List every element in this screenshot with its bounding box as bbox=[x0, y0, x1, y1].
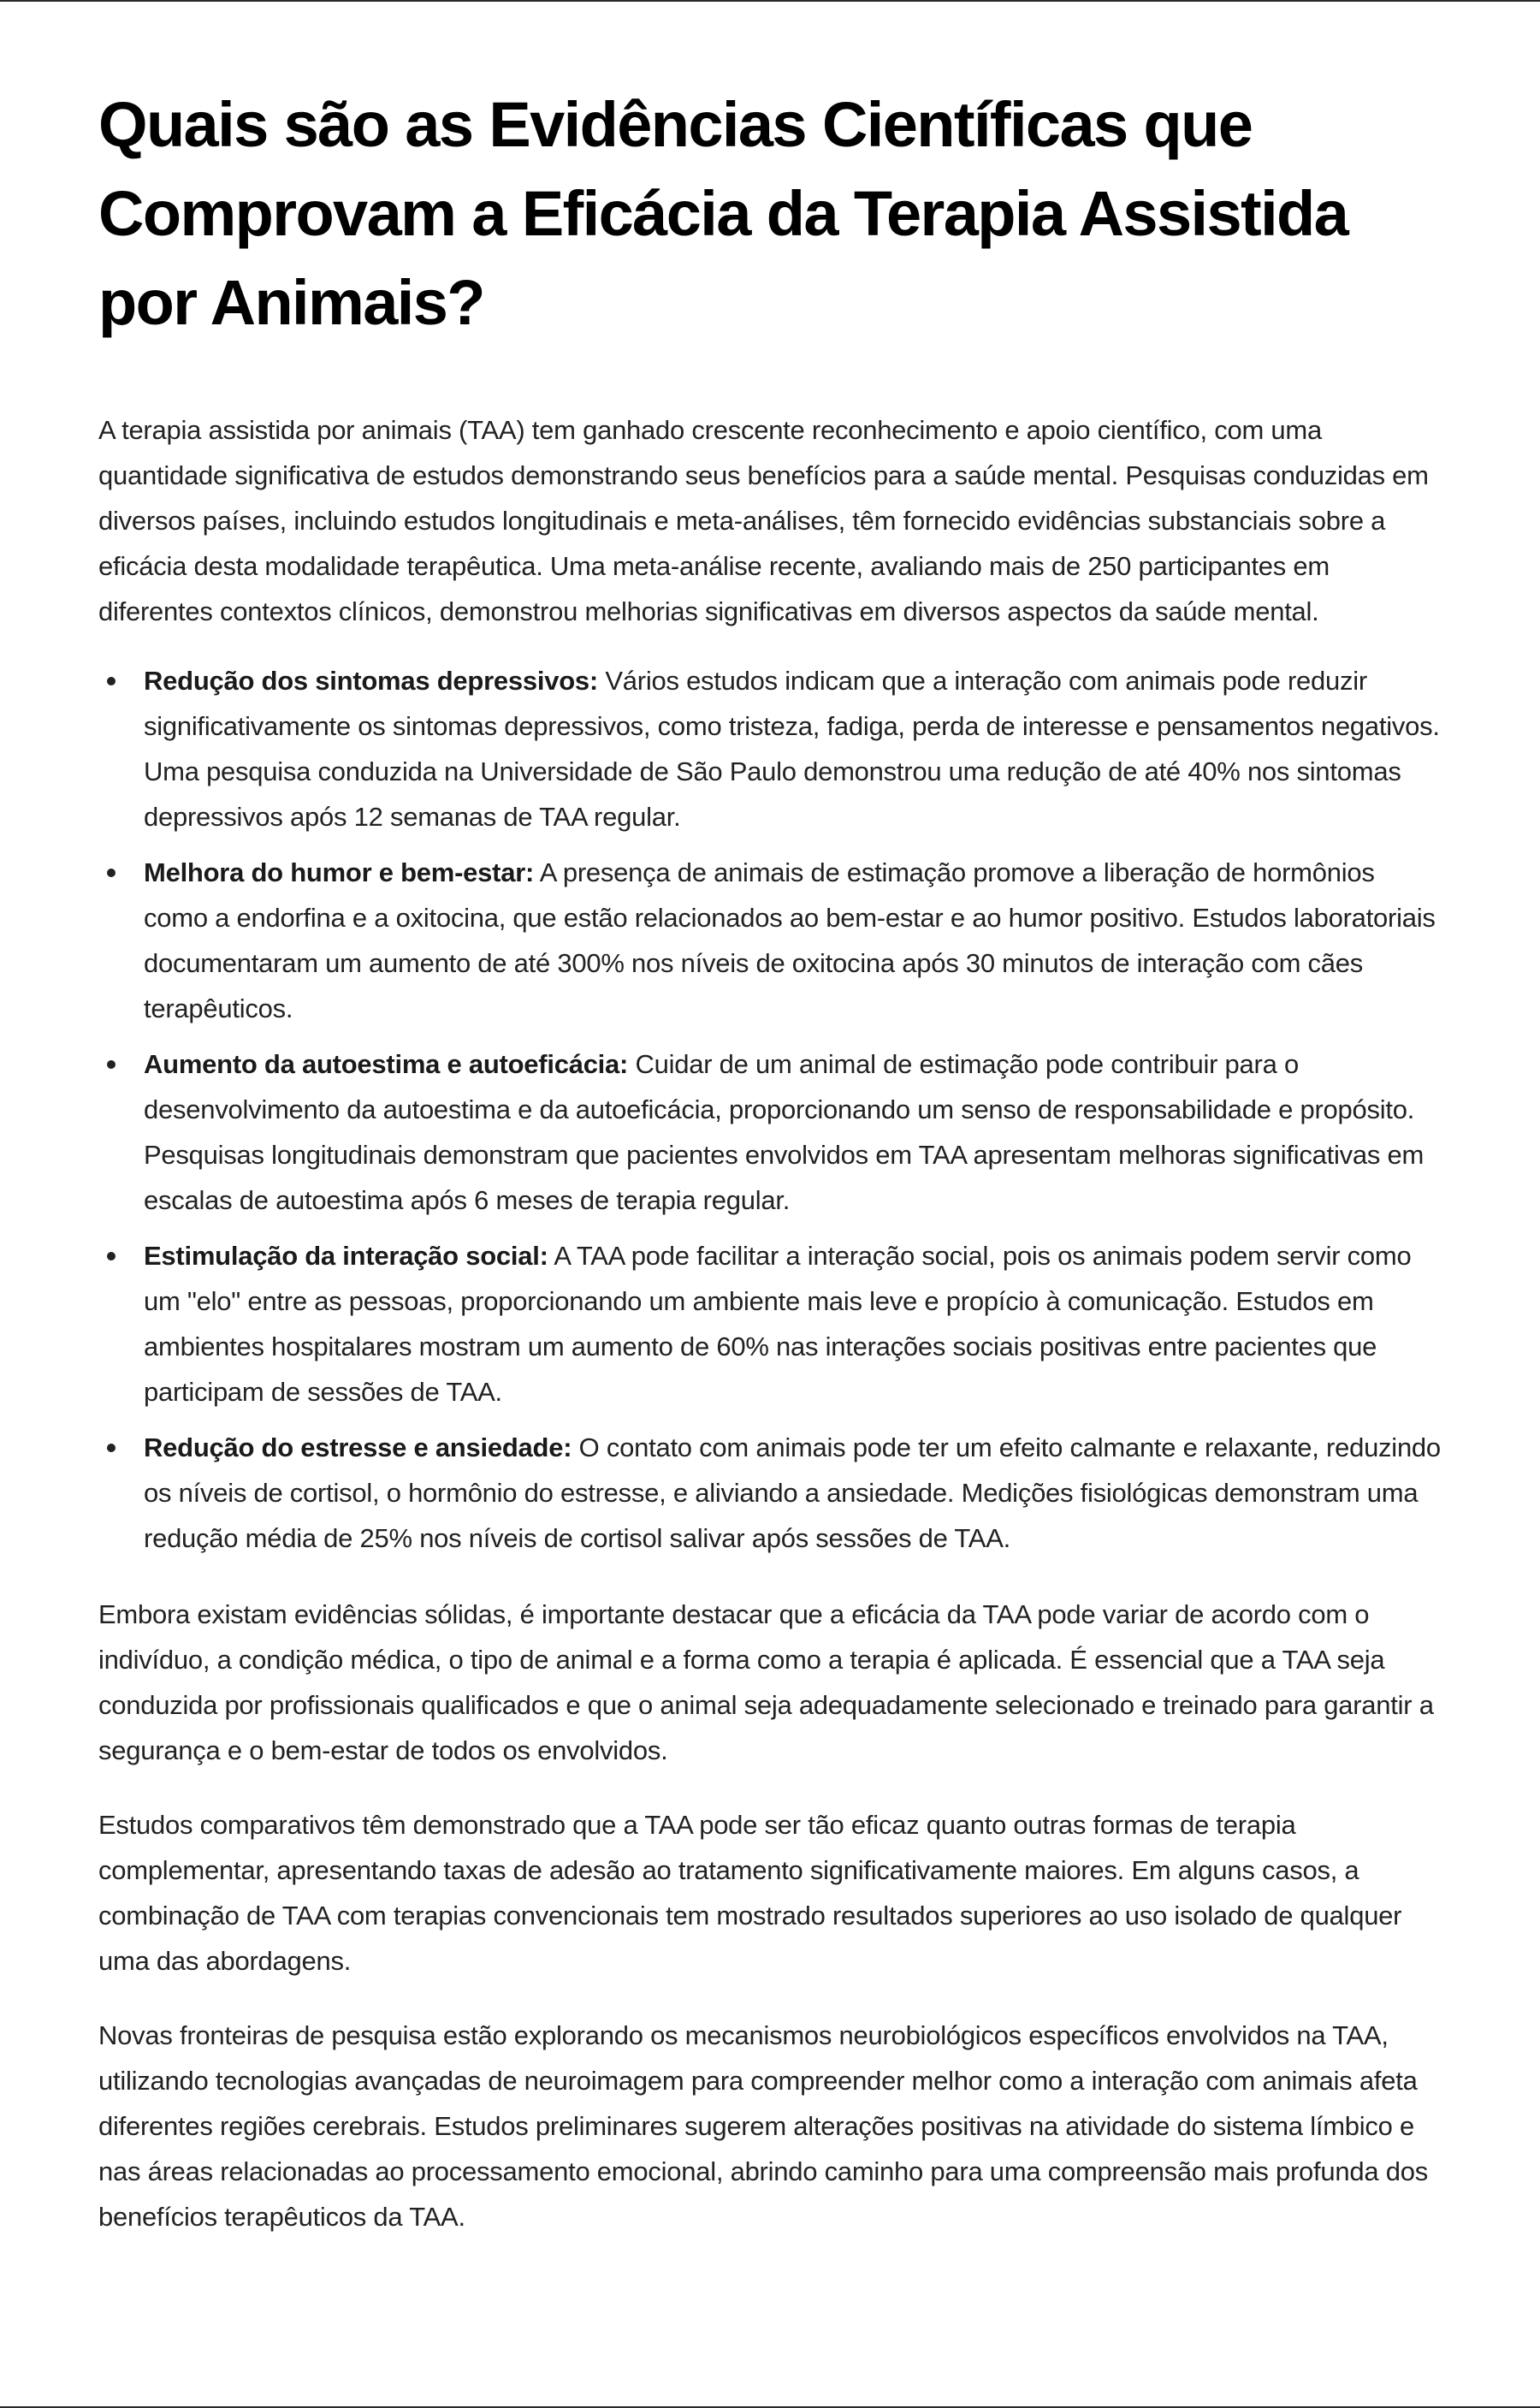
research-frontiers-paragraph: Novas fronteiras de pesquisa estão explorando os mecanismos neurobiológicos específicos envolvidos na TAA, utilizando tecnologias avançadas de neuroimagem para compreender melhor como a interação com animais afeta diferentes regiões cerebrais. Estudos preliminares sugerem alterações positivas na atividade do sistema límbico e nas áreas relacionadas ao processamento emocional, abrindo caminho para uma compreensão mais profunda dos benefícios terapêuticos da TAA. bbox=[98, 2020, 1428, 2232]
benefit-item-mood bbox=[98, 850, 1442, 1031]
article-title: Quais são as Evidências Científicas que Comprovam a Eficácia da Terapia Assistida por Animais? bbox=[98, 89, 1348, 338]
benefit-label: Melhora do humor e bem-estar: bbox=[144, 857, 535, 887]
article bbox=[98, 80, 1442, 2239]
benefit-label: Redução dos sintomas depressivos: bbox=[144, 666, 598, 696]
bullet-icon bbox=[107, 1444, 116, 1452]
benefit-item-social bbox=[98, 1233, 1442, 1415]
benefit-item-depression bbox=[98, 658, 1442, 839]
benefit-label: Aumento da autoestima e autoeficácia: bbox=[144, 1049, 629, 1079]
benefit-text: O contato com animais pode ter um efeito calmante e relaxante, reduzindo os níveis de cortisol, o hormônio do estresse, e aliviando a ansiedade. Medições fisiológicas demonstram uma redução média de 25% nos níveis de cortisol salivar após sessões de TAA. bbox=[144, 1432, 1441, 1553]
caveat-paragraph: Embora existam evidências sólidas, é importante destacar que a eficácia da TAA pode variar de acordo com o indivíduo, a condição médica, o tipo de animal e a forma como a terapia é aplicada. É essencial que a TAA seja conduzida por profissionais qualificados e que o animal seja adequadamente selecionado e treinado para garantir a segurança e o bem-estar de todos os envolvidos. bbox=[98, 1599, 1434, 1765]
bullet-icon bbox=[107, 677, 116, 685]
benefit-text: Cuidar de um animal de estimação pode contribuir para o desenvolvimento da autoestima e da autoeficácia, proporcionando um senso de responsabilidade e propósito. Pesquisas longitudinais demonstram que pacientes envolvidos em TAA apresentam melhoras significativas em escalas de autoestima após 6 meses de terapia regular. bbox=[144, 1049, 1424, 1215]
intro-paragraph: A terapia assistida por animais (TAA) tem ganhado crescente reconhecimento e apoio científico, com uma quantidade significativa de estudos demonstrando seus benefícios para a saúde mental. Pesquisas conduzidas em diversos países, incluindo estudos longitudinais e meta-análises, têm fornecido evidências substanciais sobre a eficácia desta modalidade terapêutica. Uma meta-análise recente, avaliando mais de 250 participantes em diferentes contextos clínicos, demonstrou melhorias significativas em diversos aspectos da saúde mental. bbox=[98, 415, 1429, 626]
comparative-studies-paragraph: Estudos comparativos têm demonstrado que a TAA pode ser tão eficaz quanto outras formas de terapia complementar, apresentando taxas de adesão ao tratamento significativamente maiores. Em alguns casos, a combinação de TAA com terapias convencionais tem mostrado resultados superiores ao uso isolado de qualquer uma das abordagens. bbox=[98, 1810, 1402, 1976]
benefit-label: Estimulação da interação social: bbox=[144, 1241, 548, 1271]
bullet-icon bbox=[107, 1060, 116, 1069]
bullet-icon bbox=[107, 1252, 116, 1260]
benefit-item-stress bbox=[98, 1425, 1442, 1561]
benefit-text: A presença de animais de estimação promove a liberação de hormônios como a endorfina e a oxitocina, que estão relacionados ao bem-estar e ao humor positivo. Estudos laboratoriais documentaram um aumento de até 300% nos níveis de oxitocina após 30 minutos de interação com cães terapêuticos. bbox=[144, 857, 1436, 1023]
bullet-icon bbox=[107, 869, 116, 877]
benefit-label: Redução do estresse e ansiedade: bbox=[144, 1432, 572, 1462]
benefit-item-self-esteem bbox=[98, 1041, 1442, 1223]
benefit-text: Vários estudos indicam que a interação com animais pode reduzir significativamente os sintomas depressivos, como tristeza, fadiga, perda de interesse e pensamentos negativos. Uma pesquisa conduzida na Universidade de São Paulo demonstrou uma redução de até 40% nos sintomas depressivos após 12 semanas de TAA regular. bbox=[144, 666, 1440, 832]
benefits-list bbox=[98, 658, 1442, 1561]
benefit-text: A TAA pode facilitar a interação social, pois os animais podem servir como um "elo" entre as pessoas, proporcionando um ambiente mais leve e propício à comunicação. Estudos em ambientes hospitalares mostram um aumento de 60% nas interações sociais positivas entre pacientes que participam de sessões de TAA. bbox=[144, 1241, 1412, 1407]
